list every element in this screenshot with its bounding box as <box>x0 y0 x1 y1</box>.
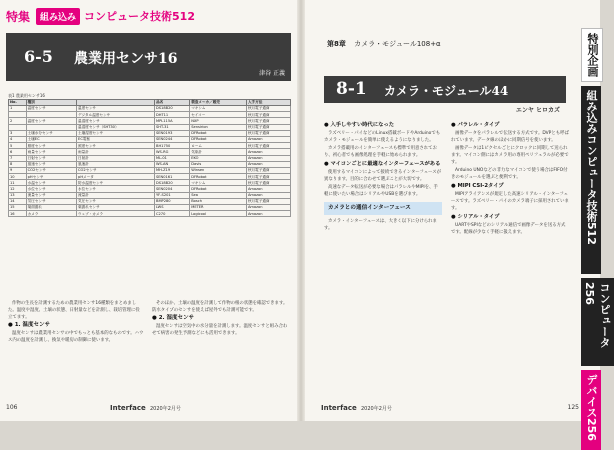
table-cell: METER <box>190 205 247 211</box>
col-no: No. <box>9 100 27 106</box>
table-cell: 2 <box>9 118 27 124</box>
table-cell: 秋月電子通商 <box>246 130 290 136</box>
table-cell: 土壌水分センサ <box>26 130 76 136</box>
subsection-heading: ● 1. 温度センサ <box>8 322 51 328</box>
table-cell: 7 <box>9 155 27 161</box>
table-caption: 表1 農業用センサ16 <box>8 93 45 98</box>
table-cell: ローム <box>190 143 247 149</box>
table-cell: pHセンサ <box>26 174 76 180</box>
col2-paragraph: そのほか、土壌の温度を計測して作物の根の状態を確認できます。防水タイプのセンサを使えば屋外でも計測可能です。 <box>152 301 288 313</box>
table-cell: BH1750 <box>154 143 189 149</box>
subsection2-paragraph: 湿度センサは空気中の水分量を計測します。温度センサと組み合わせて病害の発生予測などにも活用できます。 <box>152 324 288 336</box>
paragraph-2: カメラ搭載用のインターフェースも標準で用意されており、初心者でも画像処理を手軽に始められます。 <box>324 146 437 158</box>
table-cell: 5 <box>9 143 27 149</box>
table-cell: セイコー <box>190 112 247 118</box>
table-cell: 13 <box>9 192 27 198</box>
table-cell: 温湿度センサ <box>77 118 155 124</box>
table-cell: pHメータ <box>77 174 155 180</box>
heading-mipi: ● MIPI CSI-2タイプ <box>451 183 504 189</box>
col-model: 品名 <box>154 100 189 106</box>
table-cell: DFRobot <box>190 174 247 180</box>
table-cell: Winsen <box>190 167 247 173</box>
author: 津谷 正義 <box>259 70 285 77</box>
table-cell: EKO <box>190 155 247 161</box>
table-cell: 流量計 <box>77 192 155 198</box>
table-cell: 土壌湿度センサ <box>77 130 155 136</box>
table-cell: 照度センサ <box>26 143 76 149</box>
section-heading-box: カメラとの通信インターフェース <box>324 202 442 215</box>
paragraph-mipi: MIPIアライアンスが規定した高速シリアル・インターフェースです。ラズベリー・パイのカメラ端子に採用されています。 <box>451 192 569 211</box>
table-cell: 日射センサ <box>26 155 76 161</box>
table-cell: BMP280 <box>154 198 189 204</box>
tab-embedded: 組み込みコンピュータ技術512 <box>581 86 601 274</box>
table-cell: 秋月電子通商 <box>246 118 290 124</box>
left-col1 <box>8 300 144 344</box>
col-type: 種別 <box>26 100 76 106</box>
section-title-band <box>324 76 566 114</box>
series-title: コンピュータ技術512 <box>84 10 195 23</box>
chapter-label: 第8章 <box>327 40 346 48</box>
table-cell: 防水温度センサ <box>77 180 155 186</box>
page-gutter <box>297 0 305 421</box>
table-cell: ML-01 <box>154 155 189 161</box>
heading-parallel: ● パラレル・タイプ <box>451 122 500 128</box>
table-cell: 風速センサ <box>26 161 76 167</box>
chapter-title: カメラ・モジュール108+α <box>354 40 441 48</box>
left-col2 <box>152 300 291 337</box>
table-cell: SEN0193 <box>154 130 189 136</box>
table-cell: 土壌EC <box>26 136 76 142</box>
table-cell: 雨量計 <box>77 149 155 155</box>
table-cell: Amazon <box>246 205 290 211</box>
issue-date: 2020年2月号 <box>150 406 181 412</box>
table-cell: 4 <box>9 136 27 142</box>
table-cell: 雨量センサ <box>26 149 76 155</box>
table-cell: 秋月電子通商 <box>246 180 290 186</box>
table-cell: DS18B20 <box>154 106 189 112</box>
table-cell: 10 <box>9 174 27 180</box>
table-cell: マキシム <box>190 106 247 112</box>
table-cell: WS-AN <box>154 161 189 167</box>
table-cell: 温度センサ <box>77 106 155 112</box>
table-cell: Amazon <box>246 149 290 155</box>
table-cell: 8 <box>9 161 27 167</box>
table-cell: NXP <box>190 118 247 124</box>
table-cell: 風速計 <box>77 161 155 167</box>
table-cell: 温湿度センサ（SHT30） <box>77 124 155 130</box>
table-cell: 水位センサ <box>26 186 76 192</box>
sensor-table-body <box>9 106 291 217</box>
table-cell: マキシム <box>190 180 247 186</box>
table-cell: Amazon <box>246 192 290 198</box>
table-cell: LWS <box>154 205 189 211</box>
section-number: 8-1 <box>336 79 367 99</box>
table-cell: 秋月電子通商 <box>246 167 290 173</box>
sensor-table <box>8 99 291 217</box>
table-cell: C270 <box>154 211 189 217</box>
table-cell: Sea <box>190 192 247 198</box>
table-cell: SEN0161 <box>154 174 189 180</box>
table-cell: CO2センサ <box>77 167 155 173</box>
col-source: 入手方法 <box>246 100 290 106</box>
table-cell: カメラ <box>26 211 76 217</box>
page-number: 125 <box>567 404 579 411</box>
page-number: 106 <box>6 404 18 411</box>
author: エンヤ ヒロカズ <box>515 107 560 114</box>
table-cell: 気圧センサ <box>26 198 76 204</box>
table-cell: 15 <box>9 205 27 211</box>
table-cell: Amazon <box>246 186 290 192</box>
table-cell: 9 <box>9 167 27 173</box>
table-cell: 秋月電子通商 <box>246 143 290 149</box>
table-cell: 水位センサ <box>77 186 155 192</box>
table-cell: Amazon <box>246 161 290 167</box>
table-cell: 気圧センサ <box>77 198 155 204</box>
right-col2 <box>451 121 569 237</box>
table-cell: 秋月電子通商 <box>246 198 290 204</box>
magazine-name: Interface <box>110 404 146 412</box>
table-cell: Amazon <box>246 155 290 161</box>
table-cell: 葉面濡れ <box>26 205 76 211</box>
table-cell: デジタル温度センサ <box>77 112 155 118</box>
table-cell: YF-S201 <box>154 192 189 198</box>
intro-paragraph: 作物の生長を計測するための農業用センサ16種類をまとめました。温度や湿度、土壌の状態、日射量などを計測し、栽培管理に役立てます。 <box>8 301 140 320</box>
section-title: カメラ・モジュール44 <box>384 84 509 98</box>
section-number: 6-5 <box>24 47 53 66</box>
table-cell: CO2センサ <box>26 167 76 173</box>
tab-device: デバイス256 <box>581 370 601 450</box>
paragraph-serial: UARTやSPIなどのシリアル通信で画像データを送る方式です。配線が少なく手軽に扱えます。 <box>451 223 566 235</box>
paragraph-3: 使用するマイコンによって接続できるインターフェースが異なります。目的に合わせて選ぶことが大切です。 <box>324 170 442 182</box>
table-cell: 秋月電子通商 <box>246 124 290 130</box>
category-tag: 組み込み <box>36 8 80 25</box>
running-head <box>327 39 441 49</box>
table-cell: ウェブ・カメラ <box>77 211 155 217</box>
table-cell: 1 <box>9 106 27 112</box>
feature-label: 特集 <box>6 9 31 24</box>
table-cell: Davis <box>190 161 247 167</box>
table-cell: Amazon <box>246 211 290 217</box>
col-maker: 製造メーカ／販売 <box>190 100 247 106</box>
left-page <box>0 0 297 421</box>
table-cell: 14 <box>9 198 27 204</box>
paragraph-1: ラズベリー・パイなどのLinux搭載ボードやArduinoでもカメラ・モジュールを簡単に使えるようになりました。 <box>324 131 441 143</box>
table-cell: 16 <box>9 211 27 217</box>
table-cell: SEN0244 <box>154 136 189 142</box>
table-cell: 6 <box>9 149 27 155</box>
table-cell: MH-Z19 <box>154 167 189 173</box>
table-cell: 水温センサ <box>26 180 76 186</box>
paragraph-parallel-1: 画像データをパラレルで伝送する方式です。DVPとも呼ばれています。データ線のほかに同期信号を使います。 <box>451 131 569 143</box>
subsection-paragraph: 温度センサは農業用センサの中でもっとも基本的なものです。ハウス内の温度を計測し、換気や暖房の制御に使います。 <box>8 331 144 343</box>
paragraph-5: カメラ・インターフェースは、大きく以下に分けられます。 <box>324 219 437 231</box>
table-cell: 秋月電子通商 <box>246 106 290 112</box>
table-cell: Sensirion <box>190 124 247 130</box>
table-cell: EC電極 <box>77 136 155 142</box>
paragraph-parallel-2: 画像データは1ピクセルごとにクロックに同期して送られます。マイコン側にはカメラ用の専用ペリフェラルが必要です。 <box>451 146 569 165</box>
table-cell: 3 <box>9 130 27 136</box>
table-cell: SHT-31 <box>154 124 189 130</box>
section-title-band <box>6 33 291 81</box>
table-cell: Logicool <box>190 211 247 217</box>
magazine-name: Interface <box>321 404 357 412</box>
paragraph-parallel-3: Arduino UNOなどの非力なマイコンで使う場合はFIFO付きのモジュールを選ぶと便利です。 <box>451 168 568 180</box>
heading-1: ● 入手しやすい時代になった <box>324 122 395 128</box>
table-cell: DHT11 <box>154 112 189 118</box>
issue-date: 2020年2月号 <box>361 406 392 412</box>
table-cell: 秋月電子通商 <box>246 112 290 118</box>
table-cell: 温度センサ <box>26 106 76 112</box>
paragraph-4: 高速なデータ転送が必要な場合はパラレルやMIPIを、手軽に使いたい場合はシリアルやUSBを選びます。 <box>324 185 438 197</box>
right-page <box>305 0 611 441</box>
table-cell: 気象計 <box>190 149 247 155</box>
right-col1 <box>324 121 442 233</box>
table-cell: 照度センサ <box>77 143 155 149</box>
table-cell: 12 <box>9 186 27 192</box>
tab-computer: コンピュータ256 <box>581 278 614 366</box>
table-cell: DS18B20 <box>154 180 189 186</box>
heading-2: ● マイコンごとに最適なインターフェースがある <box>324 161 441 167</box>
table-cell: WS-RG <box>154 149 189 155</box>
section-title: 農業用センサ16 <box>74 51 178 67</box>
table-cell: SEN0204 <box>154 186 189 192</box>
table-cell: 葉濡れセンサ <box>77 205 155 211</box>
subsection2-heading: ● 2. 湿度センサ <box>152 315 195 321</box>
table-cell: MPL115A <box>154 118 189 124</box>
table-cell: 秋月電子通商 <box>246 174 290 180</box>
table-cell: DFRobot <box>190 186 247 192</box>
heading-serial: ● シリアル・タイプ <box>451 214 500 220</box>
table-cell: DFRobot <box>190 130 247 136</box>
table-cell: Amazon <box>246 136 290 142</box>
table-cell: Bosch <box>190 198 247 204</box>
left-page-header <box>6 6 195 26</box>
side-index-tabs <box>581 28 611 450</box>
table-cell: 温度センサ <box>26 118 76 124</box>
table-row <box>9 211 291 217</box>
table-cell: 流量センサ <box>26 192 76 198</box>
tab-special: 特別企画 <box>581 28 603 82</box>
table-cell: 日射計 <box>77 155 155 161</box>
table-cell: 11 <box>9 180 27 186</box>
table-cell: DFRobot <box>190 136 247 142</box>
